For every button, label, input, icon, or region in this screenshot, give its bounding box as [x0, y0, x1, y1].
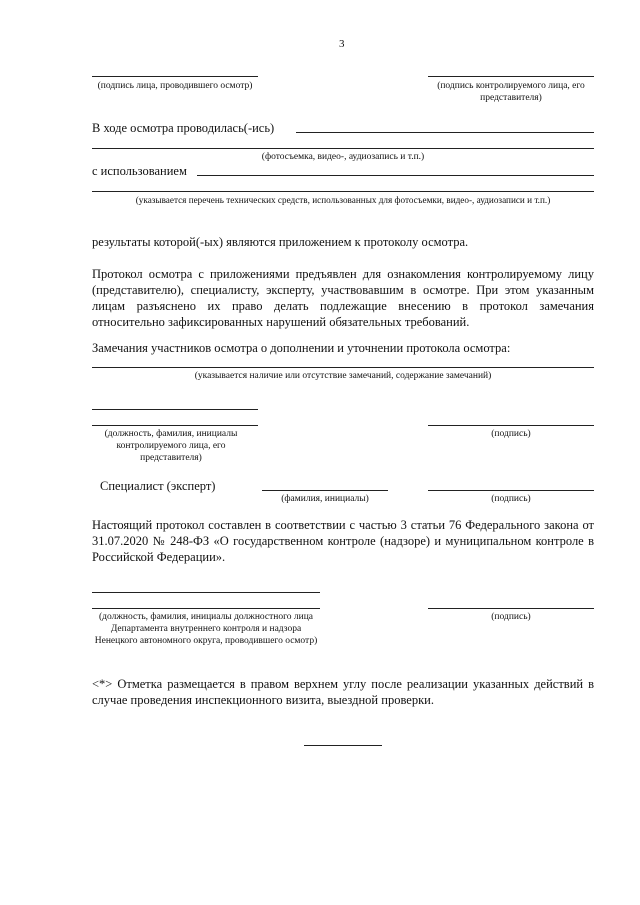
- caption-controlled-sign: (подпись): [491, 429, 531, 439]
- end-divider: [304, 745, 382, 746]
- controlled-name-line-2: [92, 425, 258, 426]
- caption-inspector-signature: (подпись лица, проводившего осмотр): [97, 81, 253, 91]
- using-field-line-2: [92, 191, 594, 192]
- presented-paragraph: Протокол осмотра с приложениями предъявлен для ознакомления контролируемому лицу (представителю), специалисту, эксперту, участвовавшим в осмотре. При этом указанным лицам разъяснено их право делать подлежащие внесению в протокол замечания относительно зафиксированных нарушений обязательных требований.: [92, 267, 594, 329]
- specialist-label: Специалист (эксперт): [100, 479, 216, 493]
- caption-official: (должность, фамилия, инициалы должностного лица Департамента внутреннего контроля и надзора Ненецкого автономного округа, проводившего осмотр): [94, 612, 318, 646]
- using-field-line: [197, 175, 594, 176]
- specialist-name-line: [262, 490, 388, 491]
- caption-specialist-sign: (подпись): [491, 494, 531, 504]
- controlled-sign-line: [428, 425, 594, 426]
- caption-controlled-signature: (подпись контролируемого лица, его представителя): [437, 81, 585, 103]
- caption-official-sign: (подпись): [491, 612, 531, 622]
- recording-label: В ходе осмотра проводилась(-ись): [92, 121, 275, 135]
- remarks-field-line: [92, 367, 594, 368]
- official-name-line-1: [92, 592, 320, 593]
- signature-line-controlled: [428, 76, 594, 77]
- using-hint: (указывается перечень технических средств, использованных для фотосъемки, видео-, аудиозаписи и т.п.): [135, 195, 551, 205]
- legal-basis-paragraph: Настоящий протокол составлен в соответствии с частью 3 статьи 76 Федерального закона от 31.07.2020 № 248-ФЗ «О государственном контроле (надзоре) и муниципальном контроле в Российской Федерации».: [92, 518, 594, 564]
- page-number: 3: [339, 38, 345, 50]
- caption-controlled-person: (должность, фамилия, инициалы контролируемого лица, его представителя): [104, 429, 238, 463]
- results-text: результаты которой(-ых) являются приложением к протоколу осмотра.: [92, 235, 469, 249]
- using-label: с использованием: [92, 164, 187, 178]
- specialist-sign-line: [428, 490, 594, 491]
- recording-field-line: [296, 132, 594, 133]
- caption-specialist-name: (фамилия, инициалы): [281, 494, 369, 504]
- recording-hint: (фотосъемка, видео-, аудиозапись и т.п.): [261, 152, 425, 162]
- footnote: <*> Отметка размещается в правом верхнем углу после реализации указанных действий в случае проведения инспекционного визита, выездной проверки.: [92, 677, 594, 707]
- official-sign-line: [428, 608, 594, 609]
- remarks-label: Замечания участников осмотра о дополнении и уточнении протокола осмотра:: [92, 341, 511, 355]
- official-name-line-2: [92, 608, 320, 609]
- remarks-hint: (указывается наличие или отсутствие замечаний, содержание замечаний): [194, 371, 492, 381]
- signature-line-inspector: [92, 76, 258, 77]
- controlled-name-line-1: [92, 409, 258, 410]
- recording-field-line-2: [92, 148, 594, 149]
